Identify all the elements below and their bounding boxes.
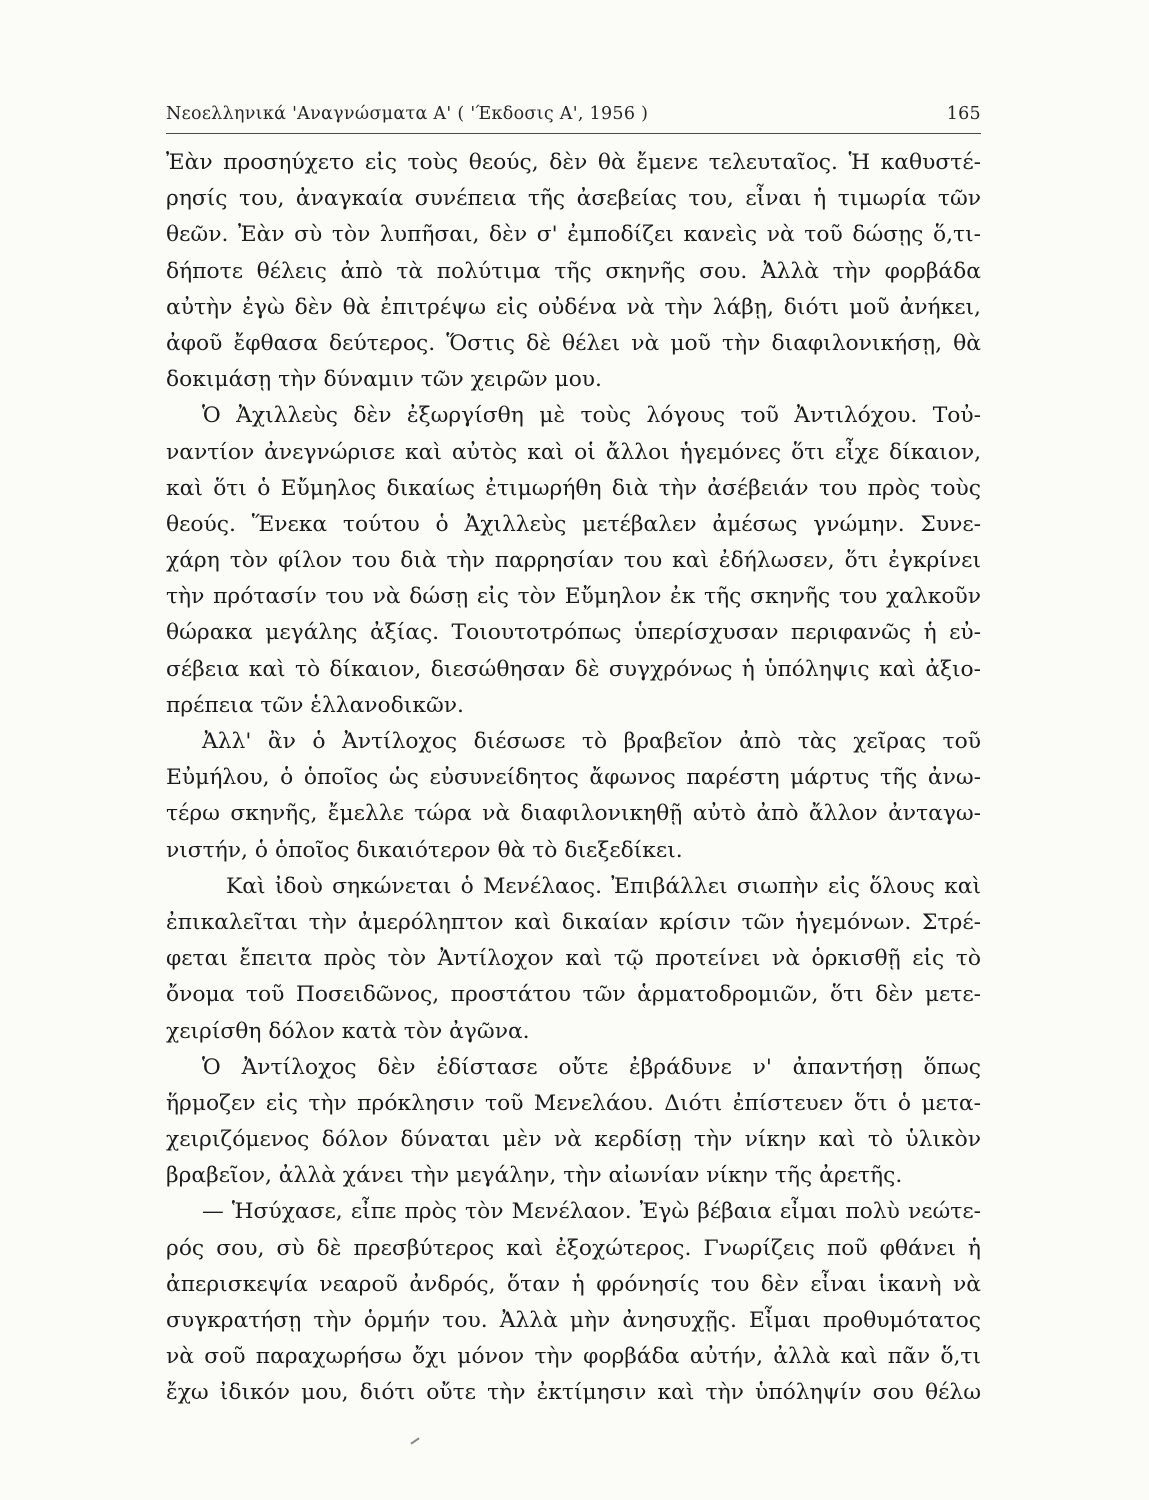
text-line: Ἐὰν προσηύχετο εἰς τοὺς θεούς, δὲν θὰ ἔμενε τελευταῖος. Ἡ καθυστέ-: [166, 150, 981, 175]
text-line: — Ἡσύχασε, εἶπε πρὸς τὸν Μενέλαον. Ἐγὼ βέβαια εἶμαι πολὺ νεώτε-: [202, 1199, 981, 1225]
text-line: βραβεῖον, ἀλλὰ χάνει τὴν μεγάλην, τὴν αἰωνίαν νίκην τῆς ἀρετῆς.: [166, 1163, 903, 1189]
text-line: ναντίον ἀνεγνώρισε καὶ αὐτὸς καὶ οἱ ἄλλοι ἡγεμόνες ὅτι εἶχε δίκαιον,: [166, 439, 981, 465]
running-header: [166, 104, 981, 124]
text-line: Ὁ Ἀντίλοχος δὲν ἐδίστασε οὔτε ἐβράδυνε ν' ἀπαντήσῃ ὅπως: [202, 1054, 981, 1080]
text-line: θεούς. Ἕνεκα τούτου ὁ Ἀχιλλεὺς μετέβαλεν ἀμέσως γνώμην. Συνε-: [166, 511, 981, 537]
text-line: τέρω σκηνῆς, ἔμελλε τώρα νὰ διαφιλονικηθῇ αὐτὸ ἀπὸ ἄλλον ἀνταγω-: [166, 801, 981, 827]
text-line: χειρίσθη δόλον κατὰ τὸν ἀγῶνα.: [166, 1018, 530, 1044]
text-line: Ὁ Ἀχιλλεὺς δὲν ἐξωργίσθη μὲ τοὺς λόγους τοῦ Ἀντιλόχου. Τοὐ-: [202, 403, 981, 429]
text-line: ὄνομα τοῦ Ποσειδῶνος, προστάτου τῶν ἁρματοδρομιῶν, ὅτι δὲν μετε-: [166, 982, 981, 1008]
text-line: συγκρατήσῃ τὴν ὁρμήν του. Ἀλλὰ μὴν ἀνησυχῇς. Εἶμαι προθυμότατος: [166, 1308, 981, 1333]
text-line: χάρη τὸν φίλον του διὰ τὴν παρρησίαν του καὶ ἐδήλωσεν, ὅτι ἐγκρίνει: [166, 548, 981, 574]
text-line: αὐτὴν ἐγὼ δὲν θὰ ἐπιτρέψω εἰς οὐδένα νὰ τὴν λάβῃ, διότι μοῦ ἀνήκει,: [166, 294, 981, 320]
text-line: δοκιμάσῃ τὴν δύναμιν τῶν χειρῶν μου.: [166, 367, 602, 393]
text-line: φεται ἔπειτα πρὸς τὸν Ἀντίλοχον καὶ τῷ προτείνει νὰ ὁρκισθῇ εἰς τὸ: [166, 946, 981, 972]
text-line: ρός σου, σὺ δὲ πρεσβύτερος καὶ ἐξοχώτερος. Γνωρίζεις ποῦ φθάνει ἡ: [166, 1235, 981, 1261]
text-line: νὰ σοῦ παραχωρήσω ὄχι μόνον τὴν φορβάδα αὐτήν, ἀλλὰ καὶ πᾶν ὅ,τι: [166, 1344, 981, 1370]
text-line: ἥρμοζεν εἰς τὴν πρόκλησιν τοῦ Μενελάου. Διότι ἐπίστευεν ὅτι ὁ μετα-: [166, 1090, 981, 1116]
text-line: νιστήν, ὁ ὁποῖος δικαιότερον θὰ τὸ διεξεδίκει.: [166, 837, 683, 863]
text-line: ἐπικαλεῖται τὴν ἀμερόληπτον καὶ δικαίαν κρίσιν τῶν ἡγεμόνων. Στρέ-: [166, 909, 981, 935]
text-line: Εὐμήλου, ὁ ὁποῖος ὡς εὐσυνείδητος ἄφωνος παρέστη μάρτυς τῆς ἀνω-: [166, 765, 981, 791]
text-line: τὴν πρότασίν του νὰ δώσῃ εἰς τὸν Εὔμηλον ἐκ τῆς σκηνῆς του χαλκοῦν: [166, 584, 981, 610]
text-line: Ἀλλ' ἂν ὁ Ἀντίλοχος διέσωσε τὸ βραβεῖον ἀπὸ τὰς χεῖρας τοῦ: [202, 729, 981, 754]
page-number: 165: [946, 104, 981, 124]
text-line: καὶ ὅτι ὁ Εὔμηλος δικαίως ἐτιμωρήθη διὰ τὴν ἀσέβειάν του πρὸς τοὺς: [166, 475, 981, 501]
text-line: Καὶ ἰδοὺ σηκώνεται ὁ Μενέλαος. Ἐπιβάλλει σιωπὴν εἰς ὅλους καὶ: [226, 873, 981, 899]
body-text: [166, 145, 981, 1412]
header-rule: [166, 133, 981, 134]
text-line: πρέπεια τῶν ἑλλανοδικῶν.: [166, 692, 464, 718]
text-line: σέβεια καὶ τὸ δίκαιον, διεσώθησαν δὲ συγχρόνως ἡ ὑπόληψις καὶ ἀξιο-: [166, 656, 981, 682]
text-line: θώρακα μεγάλης ἀξίας. Τοιουτοτρόπως ὑπερίσχυσαν περιφανῶς ἡ εὐ-: [166, 620, 981, 646]
text-line: ἀπερισκεψία νεαροῦ ἀνδρός, ὅταν ἡ φρόνησίς του δὲν εἶναι ἱκανὴ νὰ: [166, 1271, 981, 1297]
text-line: ἔχω ἰδικόν μου, διότι οὔτε τὴν ἐκτίμησιν καὶ τὴν ὑπόληψίν σου θέλω: [166, 1380, 981, 1406]
text-line: χειριζόμενος δόλον δύναται μὲν νὰ κερδίσῃ τὴν νίκην καὶ τὸ ὑλικὸν: [166, 1127, 981, 1153]
text-line: δήποτε θέλεις ἀπὸ τὰ πολύτιμα τῆς σκηνῆς σου. Ἀλλὰ τὴν φορβάδα: [166, 258, 981, 284]
text-line: ρησίς του, ἀναγκαία συνέπεια τῆς ἀσεβείας του, εἶναι ἡ τιμωρία τῶν: [166, 186, 981, 212]
text-line: ἀφοῦ ἔφθασα δεύτερος. Ὅστις δὲ θέλει νὰ μοῦ τὴν διαφιλονικήσῃ, θὰ: [166, 330, 981, 356]
header-title: Νεοελληνικά 'Αναγνώσματα Α' ( 'Έκδοσις Α', 1956 ): [166, 104, 649, 124]
stray-pen-mark: [410, 1437, 419, 1444]
text-line: θεῶν. Ἐὰν σὺ τὸν λυπῆσαι, δὲν σ' ἐμποδίζει κανεὶς νὰ τοῦ δώσῃς ὅ,τι-: [166, 222, 981, 248]
